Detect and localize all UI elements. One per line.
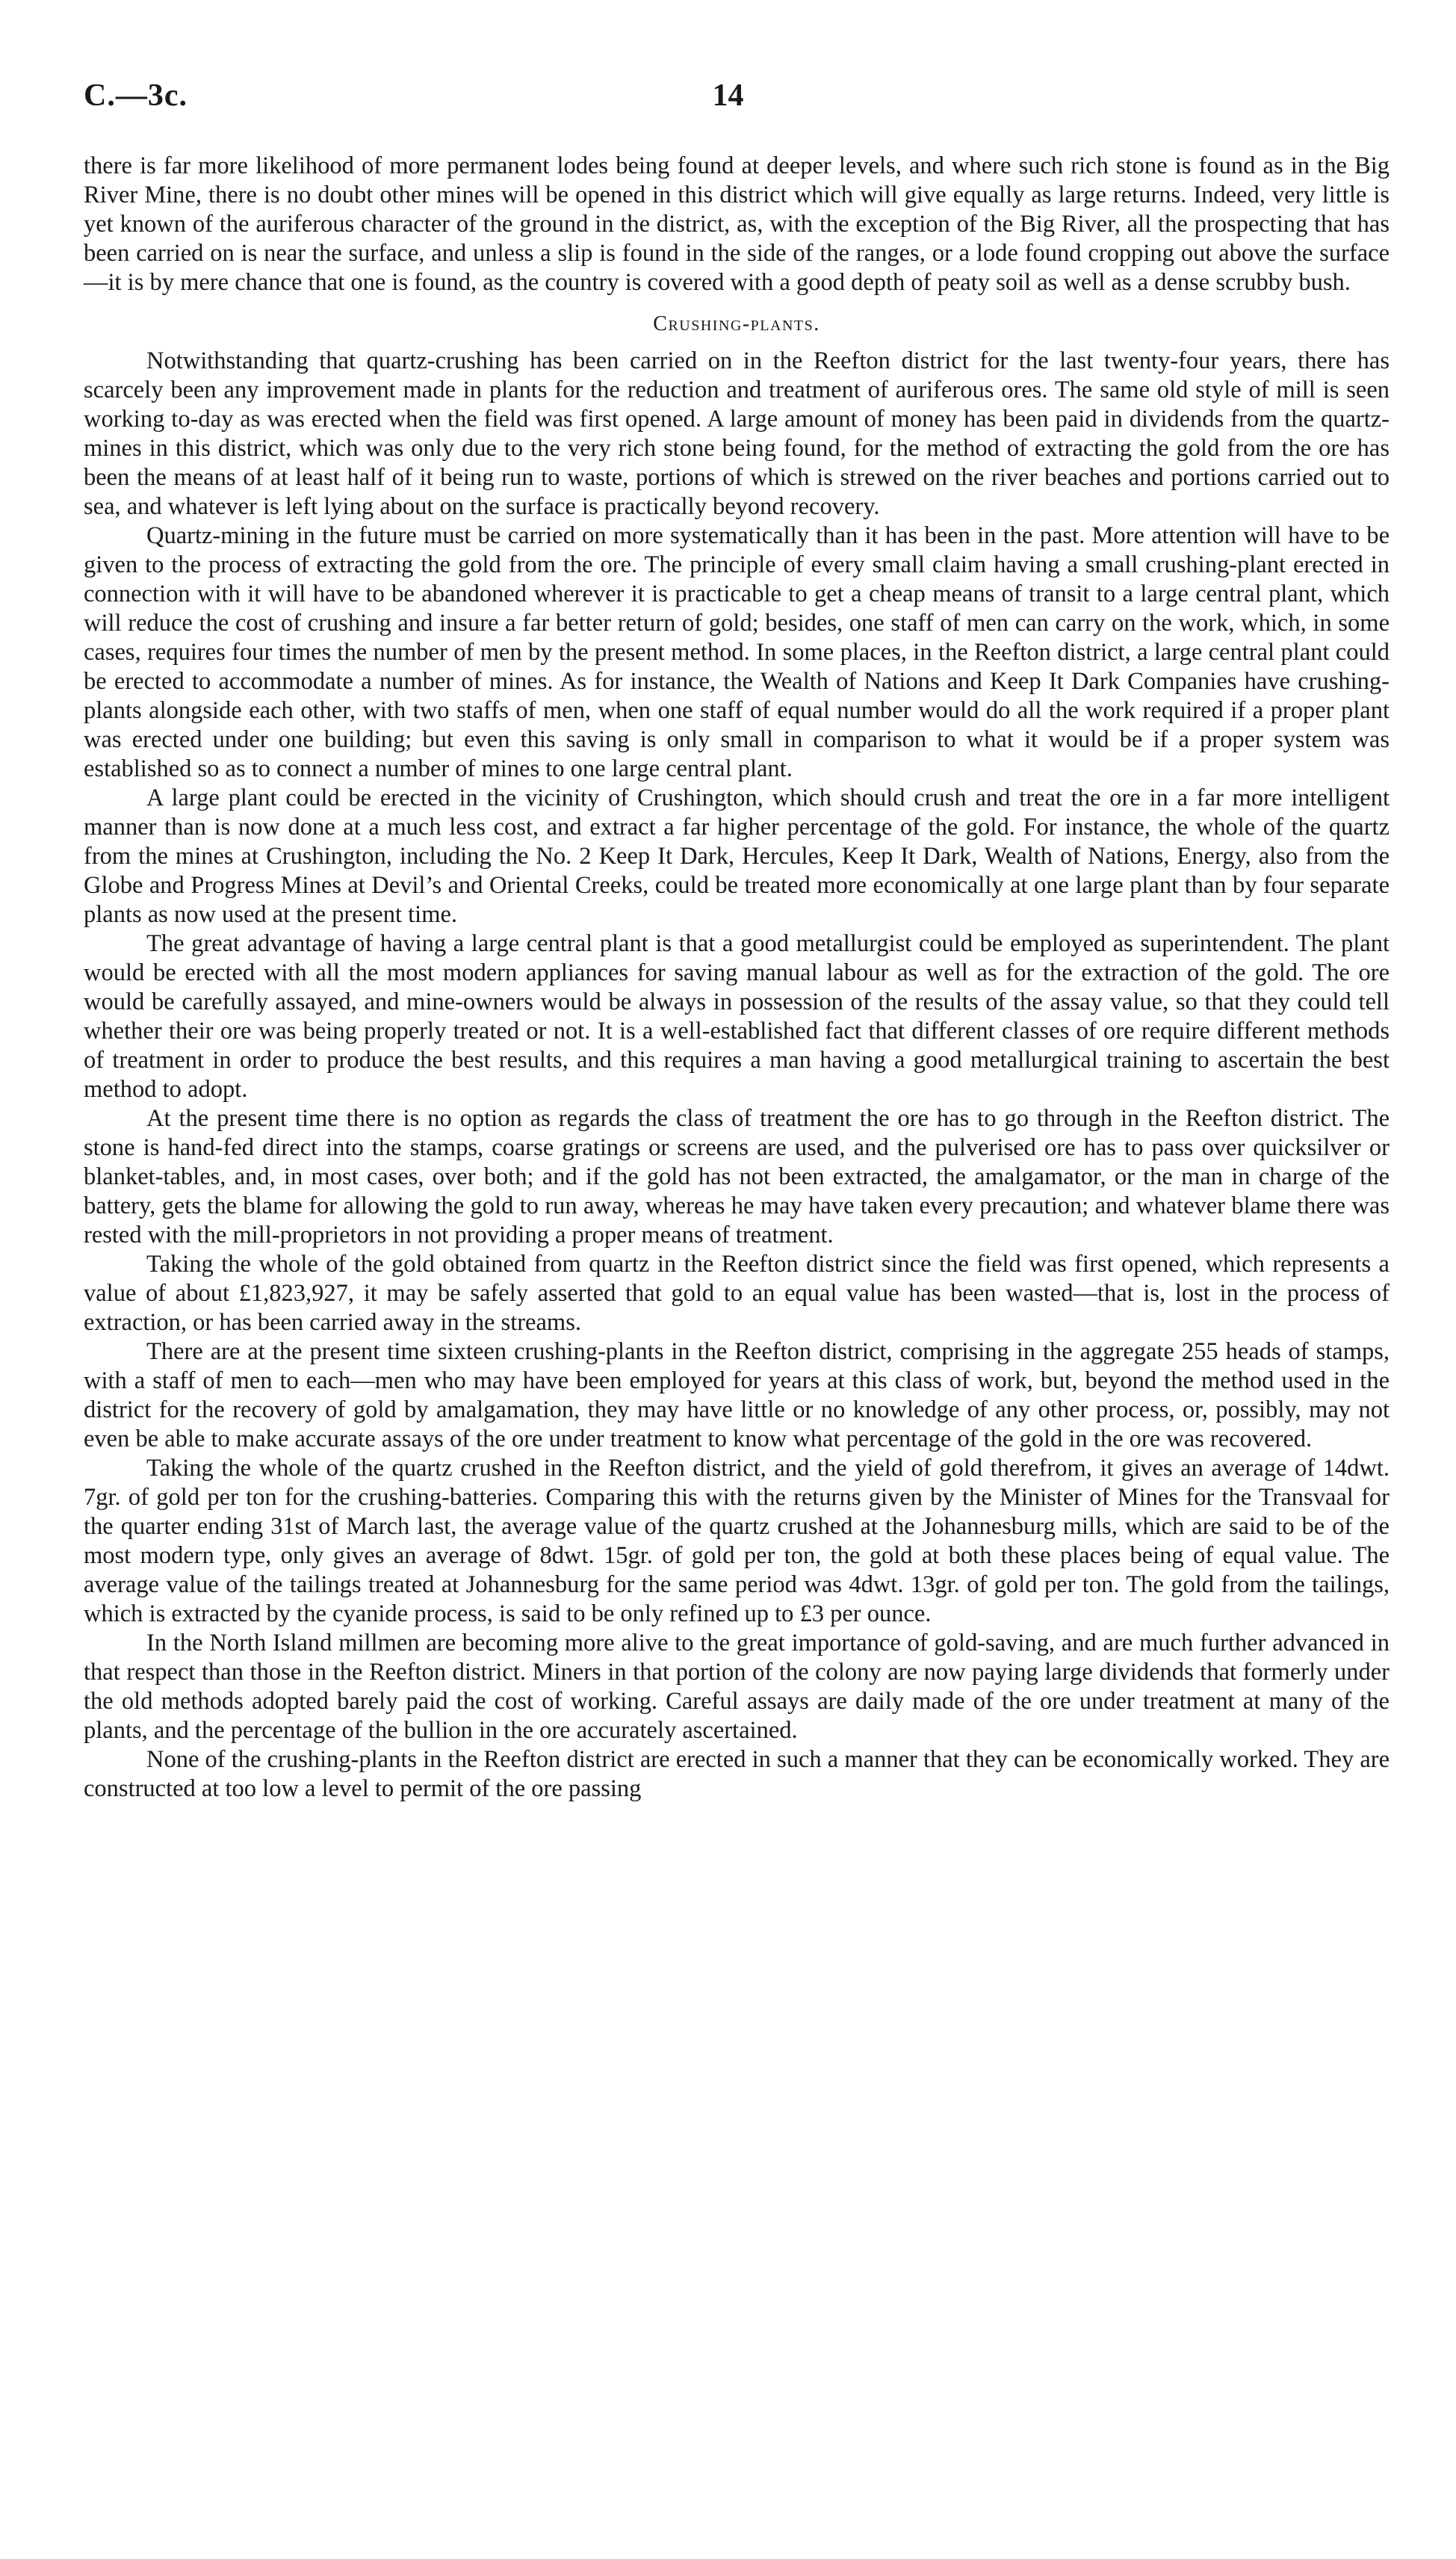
paragraph-9: In the North Island millmen are becoming more alive to the great importance of gold-saving, and are much further advanced in that respect than those in the Reefton district. Miners in that portion of the colony are now paying large dividends that formerly under the old methods adopted barely paid the cost of working. Careful assays are daily made of the ore under treatment at many of the plants, and the percentage of the bullion in the ore accurately ascertained. xyxy=(84,1630,1390,1744)
paragraph-10: None of the crushing-plants in the Reefton district are erected in such a manner that they can be economically worked. They are constructed at too low a level to permit of the ore passing xyxy=(84,1746,1390,1802)
intro-paragraph: there is far more likelihood of more permanent lodes being found at deeper levels, and where such rich stone is found as in the Big River Mine, there is no doubt other mines will be opened in this district which will give equally as large returns. Indeed, very little is yet known of the auriferous character of the ground in the district, as, with the exception of the Big River, all the prospecting that has been carried on is near the surface, and unless a slip is found in the side of the ranges, or a lode found cropping out above the surface—it is by mere chance that one is found, as the country is covered with a good depth of peaty soil as well as a dense scrubby bush. xyxy=(84,152,1390,296)
page-number: 14 xyxy=(712,78,744,113)
section-heading: Crushing-plants. xyxy=(653,312,820,335)
paragraph-1: Notwithstanding that quartz-crushing has been carried on in the Reefton district for the last twenty-four years, there has scarcely been any improvement made in plants for the reduction and treatment of auriferous ores. The same old style of mill is seen working to-day as was erected when the field was first opened. A large amount of money has been paid in dividends from the quartz-mines in this district, which was only due to the very rich stone being found, for the method of extracting the gold from the ore has been the means of at least half of it being run to waste, portions of which is strewed on the river beaches and portions carried out to sea, and whatever is left lying about on the surface is practically beyond recovery. xyxy=(84,347,1390,520)
paragraph-7: There are at the present time sixteen crushing-plants in the Reefton district, comprising in the aggregate 255 heads of stamps, with a staff of men to each—men who may have been employed for years at this class of work, but, beyond the method used in the district for the recovery of gold by amalgamation, they may have little or no knowledge of any other process, or, possibly, may not even be able to make accurate assays of the ore under treatment to know what percentage of the gold in the ore was recovered. xyxy=(84,1338,1390,1452)
paragraph-6: Taking the whole of the gold obtained from quartz in the Reefton district since the field was first opened, which represents a value of about £1,823,927, it may be safely asserted that gold to an equal value has been wasted—that is, lost in the process of extraction, or has been carried away in the streams. xyxy=(84,1251,1390,1336)
paragraph-3: A large plant could be erected in the vicinity of Crushington, which should crush and treat the ore in a far more intelligent manner than is now done at a much less cost, and extract a far higher percentage of the gold. For instance, the whole of the quartz from the mines at Crushington, including the No. 2 Keep It Dark, Hercules, Keep It Dark, Wealth of Nations, Energy, also from the Globe and Progress Mines at Devil’s and Oriental Creeks, could be treated more economically at one large plant than by four separate plants as now used at the present time. xyxy=(84,785,1390,928)
paragraph-5: At the present time there is no option as regards the class of treatment the ore has to go through in the Reefton district. The stone is hand-fed direct into the stamps, coarse gratings or screens are used, and the pulverised ore has to pass over quicksilver or blanket-tables, and, in most cases, over both; and if the gold has not been extracted, the amalgamator, or the man in charge of the battery, gets the blame for allowing the gold to run away, whereas he may have taken every precaution; and whatever blame there was rested with the mill-proprietors in not providing a proper means of treatment. xyxy=(84,1105,1390,1248)
document-reference: C.—3c. xyxy=(84,78,188,113)
body-text xyxy=(84,152,1390,1804)
paragraph-2: Quartz-mining in the future must be carried on more systematically than it has been in the past. More attention will have to be given to the process of extracting the gold from the ore. The principle of every small claim having a small crushing-plant erected in connection with it will have to be abandoned wherever it is practicable to get a cheap means of transit to a large central plant, which will reduce the cost of crushing and insure a far better return of gold; besides, one staff of men can carry on the work, which, in some cases, requires four times the number of men by the present method. In some places, in the Reefton district, a large central plant could be erected to accommodate a number of mines. As for instance, the Wealth of Nations and Keep It Dark Companies have crushing-plants alongside each other, with two staffs of men, when one staff of equal number would do all the work required if a proper plant was erected under one building; but even this saving is only small in comparison to what it would be if a proper system was established so as to connect a number of mines to one large central plant. xyxy=(84,522,1390,782)
paragraph-8: Taking the whole of the quartz crushed in the Reefton district, and the yield of gold therefrom, it gives an average of 14dwt. 7gr. of gold per ton for the crushing-batteries. Comparing this with the returns given by the Minister of Mines for the Transvaal for the quarter ending 31st of March last, the average value of the quartz crushed at the Johannesburg mills, which are said to be of the most modern type, only gives an average of 8dwt. 15gr. of gold per ton, the gold at both these places being of equal value. The average value of the tailings treated at Johannesburg for the same period was 4dwt. 13gr. of gold per ton. The gold from the tailings, which is extracted by the cyanide process, is said to be only refined up to £3 per ounce. xyxy=(84,1455,1390,1627)
paragraph-4: The great advantage of having a large central plant is that a good metallurgist could be employed as superintendent. The plant would be erected with all the most modern appliances for saving manual labour as well as for the extraction of the gold. The ore would be carefully assayed, and mine-owners would be always in possession of the results of the assay value, so that they could tell whether their ore was being properly treated or not. It is a well-established fact that different classes of ore require different methods of treatment in order to produce the best results, and this requires a man having a good metallurgical training to ascertain the best method to adopt. xyxy=(84,930,1390,1103)
